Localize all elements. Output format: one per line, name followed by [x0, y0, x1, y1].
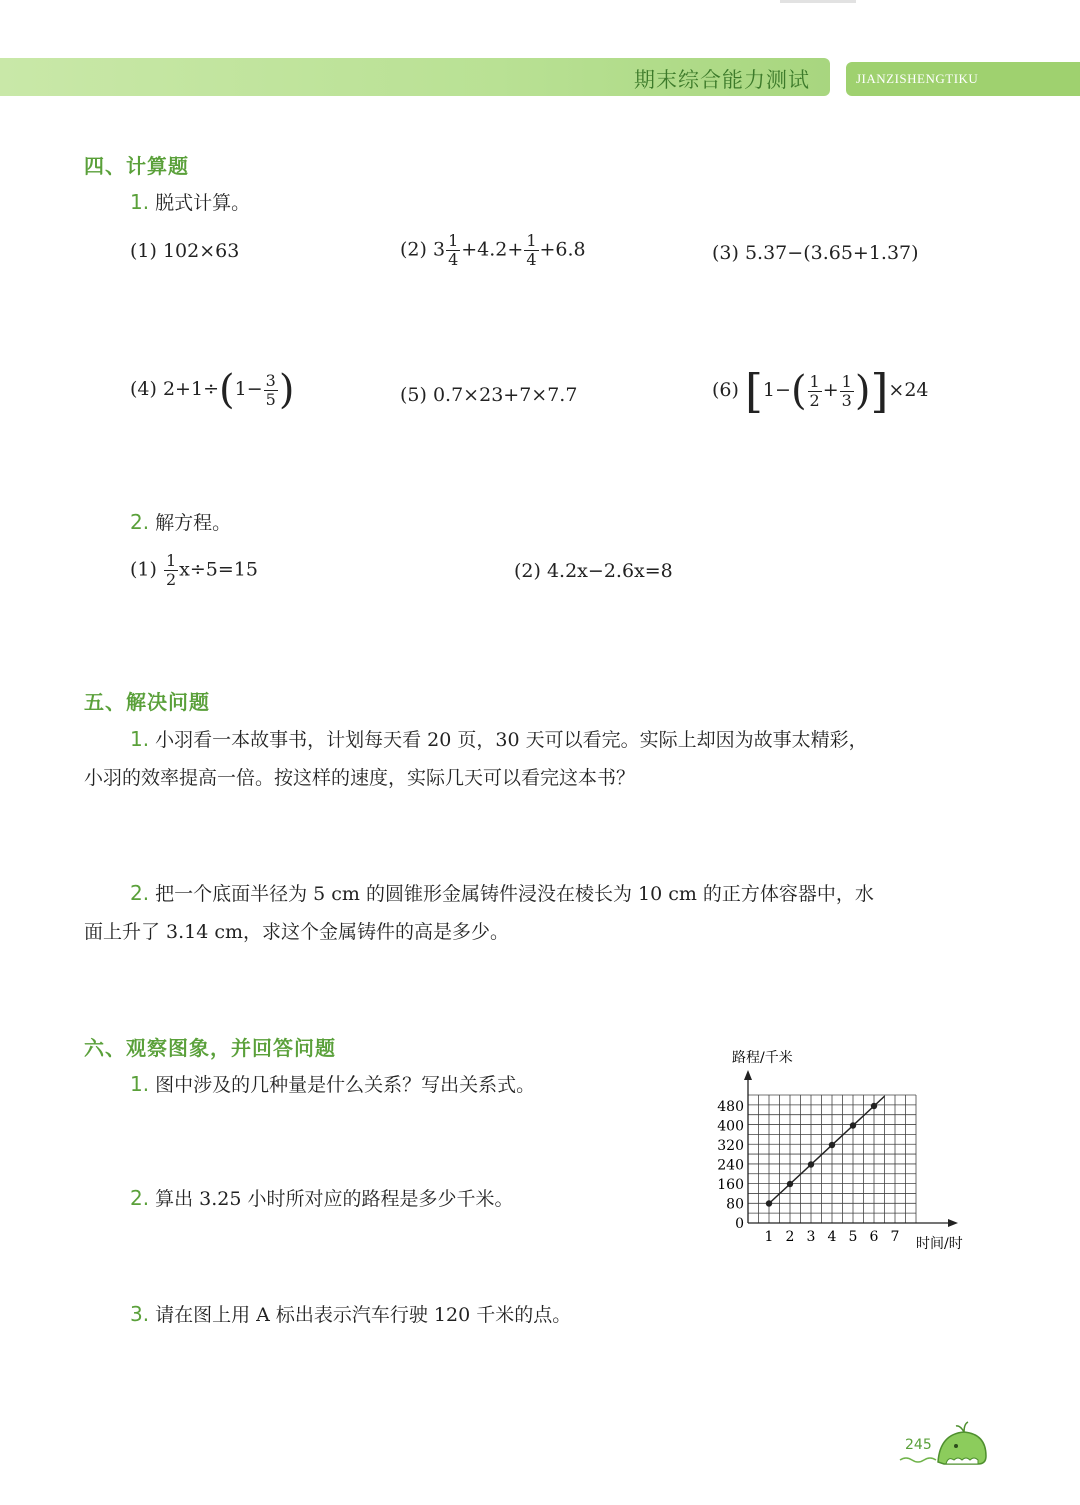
data-point — [808, 1161, 814, 1167]
y-tick-label: 160 — [717, 1177, 744, 1193]
x-tick-label: 3 — [806, 1229, 816, 1245]
calc-item-2-label: (2) — [400, 238, 427, 261]
header-title: 期末综合能力测试 — [634, 68, 810, 92]
x-axis-arrow — [948, 1219, 958, 1227]
data-point — [787, 1181, 793, 1187]
calc-item-6: (6) [1−( $\frac{1}{2}$ + $\frac{1}{3}$ )]×24 — [712, 364, 929, 418]
calc-item-6-frac-1: $\frac{1}{2}$ — [809, 371, 820, 410]
calc-item-2-mid: +4.2+ — [461, 238, 524, 261]
calc-item-6-inner: 1− — [762, 379, 791, 401]
calc-item-5-expr: 0.7×23+7×7.7 — [432, 384, 578, 406]
y-tick-label: 80 — [726, 1196, 744, 1213]
s4-q2-number: 2. — [130, 510, 150, 534]
calc-item-3-label: (3) — [712, 242, 739, 264]
calc-item-3 — [712, 242, 919, 264]
whale-mascot-icon — [898, 1420, 990, 1470]
chart-grid — [748, 1095, 916, 1223]
s4-q1-text: 脱式计算。 — [155, 192, 251, 214]
x-tick-label: 5 — [848, 1229, 858, 1245]
data-point — [850, 1122, 856, 1128]
page-number: 245 — [905, 1437, 932, 1453]
section-4-heading: 四、计算题 — [84, 154, 189, 178]
data-point — [766, 1200, 772, 1206]
calc-item-4-label: (4) — [130, 378, 157, 400]
calc-item-6-tail: ×24 — [888, 379, 929, 401]
y-tick-label: 320 — [717, 1138, 744, 1154]
s4-q2 — [130, 508, 231, 535]
equation-1-label: (1) — [130, 558, 157, 581]
calc-item-4-inner: 1− — [234, 378, 263, 400]
y-tick-label: 480 — [717, 1099, 744, 1115]
s4-q1-number: 1. — [130, 190, 150, 214]
y-tick-label: 400 — [717, 1118, 744, 1135]
distance-time-chart — [700, 1040, 990, 1260]
chart-x-axis-label: 时间/时 — [916, 1236, 963, 1252]
top-edge-mark — [780, 0, 856, 3]
y-tick-label: 0 — [735, 1216, 744, 1232]
calc-item-2-whole: 3 — [432, 238, 446, 261]
y-tick-label: 240 — [717, 1157, 744, 1174]
calc-item-1-expr: 102×63 — [162, 240, 240, 262]
y-axis-arrow — [744, 1070, 752, 1080]
s6-q3: 3. 请在图上用 A 标出表示汽车行驶 120 千米的点。 — [130, 1302, 572, 1326]
calc-item-1-label: (1) — [130, 240, 157, 262]
calc-item-6-plus: + — [822, 379, 839, 401]
problem-2-line-1: 2. 把一个底面半径为 5 cm 的圆锥形金属铸件浸没在棱长为 10 cm 的正方体容器中，水 — [130, 881, 874, 905]
x-tick-label: 4 — [827, 1229, 837, 1245]
calc-item-6-frac-2: $\frac{1}{3}$ — [841, 371, 852, 410]
data-point — [829, 1142, 835, 1148]
s4-q2-text: 解方程。 — [155, 512, 232, 534]
equation-2 — [514, 560, 673, 582]
equation-1 — [130, 552, 258, 589]
series-line — [769, 1096, 885, 1203]
equation-2-expr: 4.2x−2.6x=8 — [546, 560, 673, 582]
problem-1-line-2: 小羽的效率提高一倍。按这样的速度，实际几天可以看完这本书？ — [84, 767, 636, 789]
problem-1-line-1: 1. 小羽看一本故事书，计划每天看 20 页，30 天可以看完。实际上却因为故事太精彩， — [130, 727, 868, 751]
calc-item-5 — [400, 384, 577, 406]
calc-item-4-frac: $\frac{3}{5}$ — [265, 370, 276, 409]
problem-1 — [84, 720, 1004, 797]
calc-item-4-head: 2+1÷ — [162, 378, 219, 400]
calc-item-2-tail: +6.8 — [539, 238, 586, 261]
calc-item-4: (4) 2+1÷(1− $\frac{3}{5}$ ) — [130, 367, 295, 413]
chart-series — [766, 1096, 885, 1206]
problem-2 — [84, 874, 1004, 951]
calc-item-6-label: (6) — [712, 379, 739, 401]
section-6-heading: 六、观察图象，并回答问题 — [84, 1036, 336, 1060]
s6-q2: 2. 算出 3.25 小时所对应的路程是多少千米。 — [130, 1186, 514, 1210]
s4-q1 — [130, 188, 250, 215]
calc-item-5-label: (5) — [400, 384, 427, 406]
equation-1-frac: $\frac{1}{2}$ — [165, 551, 177, 589]
s6-q1: 1. 图中涉及的几种量是什么关系？写出关系式。 — [130, 1072, 536, 1096]
problem-2-line-2: 面上升了 3.14 cm，求这个金属铸件的高是多少。 — [84, 921, 510, 943]
x-tick-label: 6 — [869, 1229, 879, 1245]
x-tick-label: 2 — [785, 1229, 795, 1245]
calc-item-3-expr: 5.37−(3.65+1.37) — [744, 242, 919, 264]
chart-y-axis-label: 路程/千米 — [732, 1050, 793, 1066]
calc-item-2-frac-1: $\frac{1}{4}$ — [448, 231, 459, 269]
calc-item-2 — [400, 232, 586, 269]
header-tag: JIANZISHENGTIKU — [846, 62, 1080, 96]
calc-item-2-frac-2: $\frac{1}{4}$ — [526, 231, 537, 269]
equation-1-tail: x÷5=15 — [179, 558, 258, 581]
x-tick-label: 1 — [764, 1229, 774, 1245]
data-point — [871, 1103, 877, 1109]
calc-item-1 — [130, 240, 239, 262]
x-tick-label: 7 — [890, 1229, 900, 1245]
equation-2-label: (2) — [514, 560, 541, 582]
section-5-heading: 五、解决问题 — [84, 690, 210, 714]
